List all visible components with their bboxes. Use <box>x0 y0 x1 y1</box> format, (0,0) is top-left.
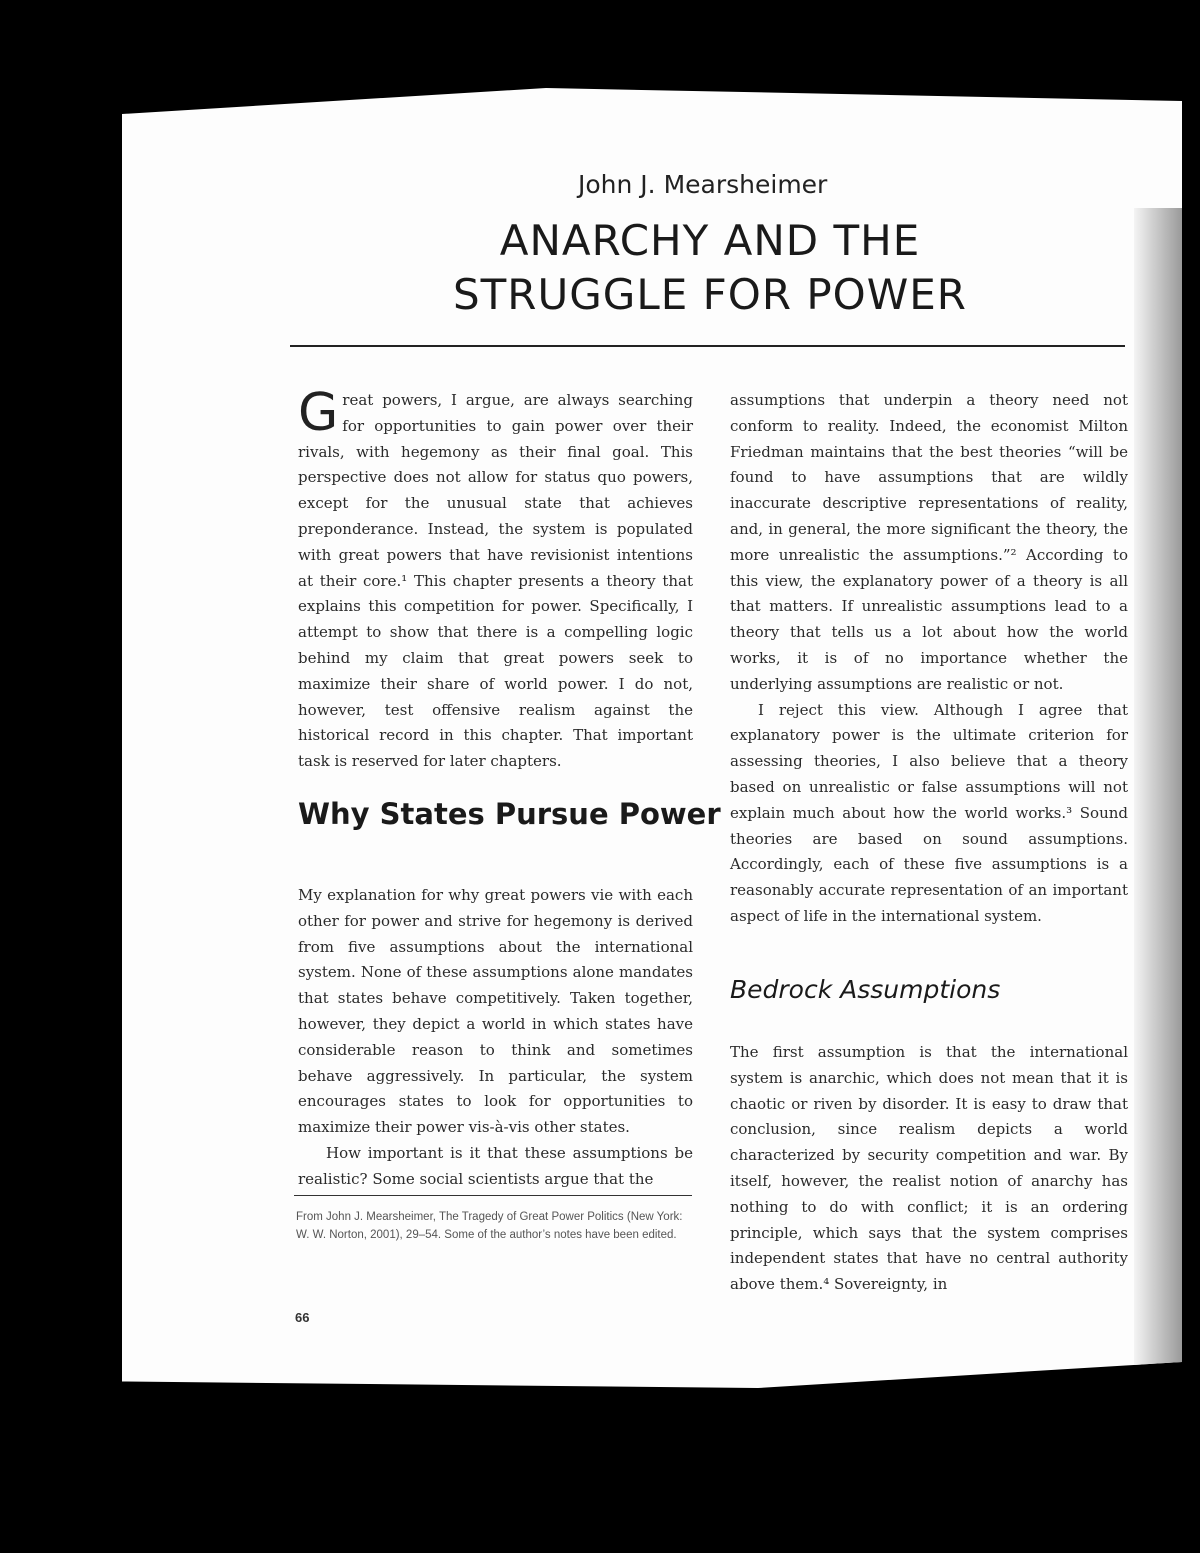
subsection-heading: Bedrock Assumptions <box>730 975 1001 1004</box>
body-paragraph: The first assumption is that the international system is anarchic, which does not mean that it is chaotic or riven by disorder. It is easy to draw that conclusion, since realism depicts a world characterized by security competition and war. By itself, however, the realist notion of anarchy has nothing to do with conflict; it is an ordering principle, which says that the system comprises independent states that have no central authority above them.⁴ Sovereignty, in <box>730 1043 1128 1294</box>
source-footnote: From John J. Mearsheimer, The Tragedy of Great Power Politics (New York: W. W. Norton, 2001), 29–54. Some of the author’s notes have been edited. <box>296 1211 683 1241</box>
title-divider <box>290 345 1125 347</box>
drop-cap: G <box>298 383 339 443</box>
right-column-lower <box>730 1040 1128 1298</box>
intro-text: reat powers, I argue, are always searching for opportunities to gain power over their rivals, with hegemony as their final goal. This perspective does not allow for status quo powers, except for the unusual state that achieves preponderance. Instead, the system is populated with great powers that have revisionist intentions at their core.¹ This chapter presents a theory that explains this competition for power. Specifically, I attempt to show that there is a compelling logic behind my claim that great powers seek to maximize their share of world power. I do not, however, test offensive realism against the historical record in this chapter. That important task is reserved for later chapters. <box>298 391 693 771</box>
body-paragraph: My explanation for why great powers vie with each other for power and strive for hegemony is derived from five assumptions about the international system. None of these assumptions alone mandates that states behave competitively. Taken together, however, they depict a world in which states have considerable reason to think and sometimes behave aggressively. In particular, the system encourages states to look for opportunities to maximize their power vis-à-vis other states. <box>298 885 693 1137</box>
right-column <box>730 388 1128 930</box>
intro-paragraph <box>298 383 693 775</box>
footnote-divider <box>294 1195 692 1196</box>
body-paragraph: How important is it that these assumptions be realistic? Some social scientists argue that the <box>298 1143 693 1188</box>
left-column <box>298 383 693 1193</box>
chapter-title: ANARCHY AND THE STRUGGLE FOR POWER <box>452 216 967 319</box>
page-gutter-shadow <box>1134 208 1182 1478</box>
body-paragraph: assumptions that underpin a theory need not conform to reality. Indeed, the economist Milton Friedman maintains that the best theories “will be found to have assumptions that are wildly inaccurate descriptive representations of reality, and, in general, the more significant the theory, the more unrealistic the assumptions.”² According to this view, the explanatory power of a theory is all that matters. If unrealistic assumptions lead to a theory that tells us a lot about how the world works, it is of no importance whether the underlying assumptions are realistic or not. <box>730 391 1128 693</box>
section-heading: Why States Pursue Power <box>298 797 721 831</box>
body-paragraph: I reject this view. Although I agree that explanatory power is the ultimate criterion for assessing theories, I also believe that a theory based on unrealistic or false assumptions will not explain much about how the world works.³ Sound theories are based on sound assumptions. Accordingly, each of these five assumptions is a reasonably accurate representation of an important aspect of life in the international system. <box>730 700 1128 925</box>
page-number: 66 <box>295 1310 310 1325</box>
author-name: John J. Mearsheimer <box>578 170 828 199</box>
